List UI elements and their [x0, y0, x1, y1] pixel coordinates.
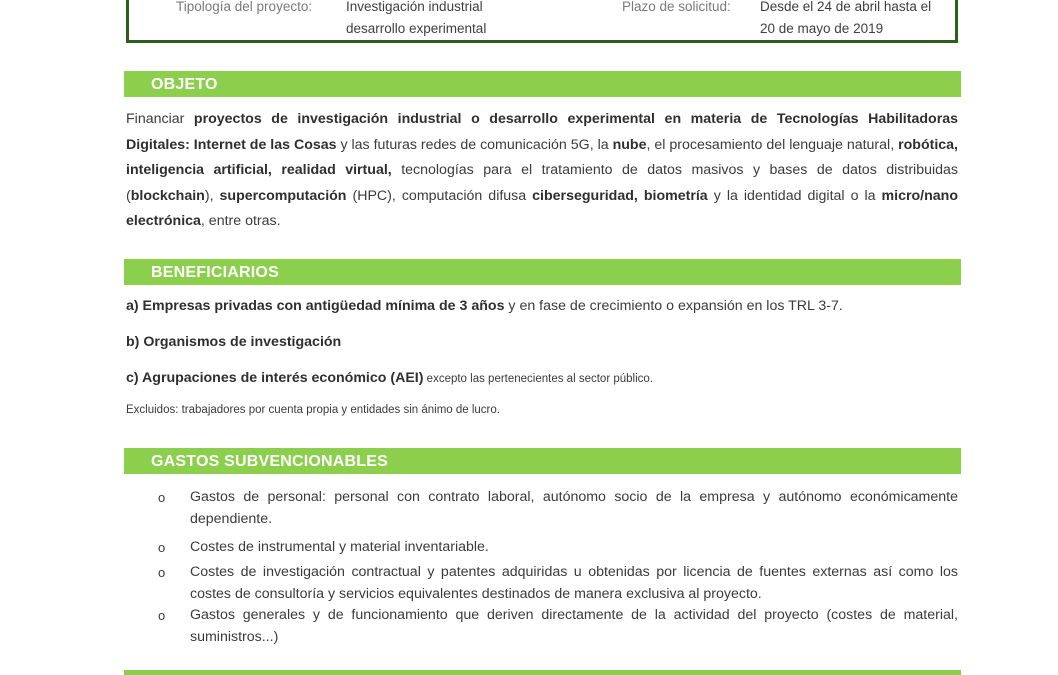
- section-heading-beneficiarios: BENEFICIARIOS: [124, 259, 961, 285]
- section-heading-objeto: OBJETO: [124, 71, 961, 97]
- next-section-bar: [124, 670, 961, 675]
- deadline-value-line1: Desde el 24 de abril hasta el: [760, 0, 932, 14]
- typology-label: Tipología del proyecto:: [176, 0, 313, 14]
- typology-value-line1: Investigación industrial: [346, 0, 483, 14]
- list-item: Gastos de personal: personal con contrato laboral, autónomo socio de la empresa y autónomo económicamente dependiente.: [190, 489, 958, 527]
- list-bullet: o: [158, 490, 166, 505]
- beneficiary-a: a) Empresas privadas con antigüedad mínima de 3 años y en fase de crecimiento o expansión en los TRL 3-7.: [126, 298, 843, 314]
- typology-value-line2: desarrollo experimental: [346, 21, 487, 36]
- list-bullet: o: [158, 540, 166, 555]
- list-bullet: o: [158, 565, 166, 580]
- deadline-value-line2: 20 de mayo de 2019: [760, 21, 884, 36]
- beneficiary-c: c) Agrupaciones de interés económico (AEI) excepto las pertenecientes al sector público.: [126, 370, 653, 386]
- list-item: Costes de instrumental y material inventariable.: [190, 539, 489, 555]
- beneficiary-b: b) Organismos de investigación: [126, 334, 342, 350]
- list-item: Costes de investigación contractual y patentes adquiridas u obtenidas por licencia de fuentes externas así como los costes de consultoría y servicios equivalentes destinados de manera exclusiva al proyecto.: [190, 564, 958, 602]
- excluded-note: Excluidos: trabajadores por cuenta propia y entidades sin ánimo de lucro.: [126, 404, 500, 416]
- objeto-paragraph: Financiar proyectos de investigación industrial o desarrollo experimental en materia de Tecnologías Habilitadoras Digitales: Internet de las Cosas y las futuras redes de comunicación 5G, la nube, el procesamiento del lenguaje natural, robótica, inteligencia artificial, realidad virtual, tecnologías para el tratamiento de datos masivos y bases de datos distribuidas (blockchain), supercomputación (HPC), computación difusa ciberseguridad, biometría y la identidad digital o la micro/nano electrónica, entre otras.: [126, 111, 959, 229]
- list-item: Gastos generales y de funcionamiento que deriven directamente de la actividad del proyecto (costes de material, suministros...): [190, 607, 958, 645]
- list-bullet: o: [158, 608, 166, 623]
- deadline-label: Plazo de solicitud:: [622, 0, 731, 14]
- section-heading-gastos: GASTOS SUBVENCIONABLES: [124, 448, 961, 474]
